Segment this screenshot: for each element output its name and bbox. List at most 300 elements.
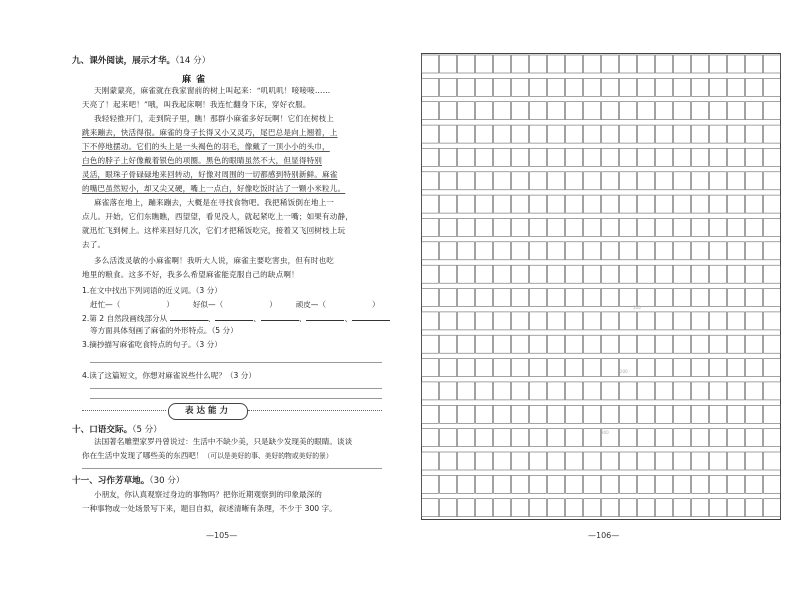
grid-cell[interactable] <box>764 289 781 307</box>
grid-cell[interactable] <box>602 405 619 423</box>
grid-cell[interactable] <box>476 172 493 190</box>
grid-cell[interactable] <box>674 475 691 493</box>
grid-cell[interactable] <box>674 172 691 190</box>
grid-cell[interactable] <box>692 55 709 73</box>
grid-cell[interactable] <box>764 219 781 237</box>
grid-cell[interactable] <box>494 102 511 120</box>
grid-cell[interactable] <box>458 148 475 166</box>
composition-grid[interactable] <box>421 53 781 520</box>
grid-cell[interactable] <box>620 172 637 190</box>
grid-cell[interactable] <box>530 429 547 447</box>
grid-cell[interactable] <box>692 382 709 400</box>
grid-cell[interactable] <box>602 475 619 493</box>
grid-cell[interactable] <box>548 55 565 73</box>
grid-cell[interactable] <box>458 452 475 470</box>
grid-cell[interactable] <box>620 499 637 517</box>
grid-cell[interactable] <box>494 499 511 517</box>
grid-cell[interactable] <box>674 125 691 143</box>
grid-cell[interactable] <box>440 102 457 120</box>
grid-cell[interactable] <box>440 289 457 307</box>
grid-cell[interactable] <box>512 78 529 96</box>
grid-cell[interactable] <box>422 405 439 423</box>
grid-cell[interactable] <box>584 242 601 260</box>
grid-cell[interactable] <box>548 172 565 190</box>
grid-cell[interactable] <box>638 289 655 307</box>
grid-cell[interactable] <box>548 78 565 96</box>
grid-cell[interactable] <box>512 382 529 400</box>
grid-cell[interactable] <box>458 475 475 493</box>
grid-cell[interactable] <box>656 125 673 143</box>
grid-cell[interactable] <box>476 102 493 120</box>
grid-cell[interactable] <box>476 78 493 96</box>
grid-cell[interactable] <box>440 382 457 400</box>
answer-blank[interactable] <box>261 312 299 321</box>
grid-cell[interactable] <box>710 429 727 447</box>
grid-cell[interactable] <box>602 452 619 470</box>
grid-cell[interactable] <box>638 125 655 143</box>
grid-cell[interactable] <box>548 452 565 470</box>
grid-cell[interactable] <box>656 382 673 400</box>
answer-line[interactable] <box>90 388 382 389</box>
grid-cell[interactable] <box>584 148 601 166</box>
grid-cell[interactable] <box>746 195 763 213</box>
grid-cell[interactable] <box>638 312 655 330</box>
grid-cell[interactable] <box>422 289 439 307</box>
grid-cell[interactable] <box>422 55 439 73</box>
grid-cell[interactable] <box>746 405 763 423</box>
grid-cell[interactable] <box>674 452 691 470</box>
grid-cell[interactable] <box>728 335 745 353</box>
grid-cell[interactable] <box>548 148 565 166</box>
grid-cell[interactable] <box>458 499 475 517</box>
grid-cell[interactable] <box>422 499 439 517</box>
grid-cell[interactable] <box>710 335 727 353</box>
grid-cell[interactable] <box>728 195 745 213</box>
grid-cell[interactable] <box>458 335 475 353</box>
grid-cell[interactable] <box>746 172 763 190</box>
grid-cell[interactable] <box>746 475 763 493</box>
grid-cell[interactable] <box>638 382 655 400</box>
grid-cell[interactable] <box>728 265 745 283</box>
grid-cell[interactable] <box>764 429 781 447</box>
grid-cell[interactable] <box>494 219 511 237</box>
grid-cell[interactable] <box>692 125 709 143</box>
grid-cell[interactable] <box>440 335 457 353</box>
grid-cell[interactable] <box>494 55 511 73</box>
grid-cell[interactable] <box>602 172 619 190</box>
grid-cell[interactable] <box>746 78 763 96</box>
grid-cell[interactable] <box>512 452 529 470</box>
grid-cell[interactable] <box>674 219 691 237</box>
grid-cell[interactable] <box>422 172 439 190</box>
grid-cell[interactable] <box>692 359 709 377</box>
grid-cell[interactable] <box>602 219 619 237</box>
grid-cell[interactable] <box>458 102 475 120</box>
grid-cell[interactable] <box>476 265 493 283</box>
grid-cell[interactable] <box>728 219 745 237</box>
grid-cell[interactable] <box>458 55 475 73</box>
grid-cell[interactable] <box>440 452 457 470</box>
grid-cell[interactable] <box>530 55 547 73</box>
grid-cell[interactable] <box>566 219 583 237</box>
grid-cell[interactable] <box>656 452 673 470</box>
grid-cell[interactable] <box>566 148 583 166</box>
grid-cell[interactable] <box>656 102 673 120</box>
grid-cell[interactable] <box>620 219 637 237</box>
grid-cell[interactable] <box>548 219 565 237</box>
grid-cell[interactable] <box>692 312 709 330</box>
grid-cell[interactable] <box>530 195 547 213</box>
grid-cell[interactable] <box>728 312 745 330</box>
grid-cell[interactable] <box>512 148 529 166</box>
grid-cell[interactable] <box>728 405 745 423</box>
grid-cell[interactable] <box>620 55 637 73</box>
grid-cell[interactable] <box>620 475 637 493</box>
grid-cell[interactable] <box>746 148 763 166</box>
grid-cell[interactable] <box>602 195 619 213</box>
grid-cell[interactable] <box>422 78 439 96</box>
grid-cell[interactable] <box>746 382 763 400</box>
grid-cell[interactable] <box>548 359 565 377</box>
grid-cell[interactable] <box>512 475 529 493</box>
grid-cell[interactable] <box>728 242 745 260</box>
grid-cell[interactable] <box>602 335 619 353</box>
grid-cell[interactable] <box>656 499 673 517</box>
grid-cell[interactable] <box>674 195 691 213</box>
grid-cell[interactable] <box>548 195 565 213</box>
grid-cell[interactable] <box>638 405 655 423</box>
grid-cell[interactable] <box>602 359 619 377</box>
grid-cell[interactable] <box>584 335 601 353</box>
grid-cell[interactable] <box>566 312 583 330</box>
grid-cell[interactable] <box>494 289 511 307</box>
grid-cell[interactable] <box>620 195 637 213</box>
grid-cell[interactable] <box>548 499 565 517</box>
grid-cell[interactable] <box>728 289 745 307</box>
grid-cell[interactable] <box>674 289 691 307</box>
grid-cell[interactable] <box>728 78 745 96</box>
grid-cell[interactable] <box>548 242 565 260</box>
grid-cell[interactable] <box>674 55 691 73</box>
grid-cell[interactable] <box>458 429 475 447</box>
grid-cell[interactable] <box>440 499 457 517</box>
grid-cell[interactable] <box>710 219 727 237</box>
grid-cell[interactable] <box>638 195 655 213</box>
answer-line[interactable] <box>82 468 382 469</box>
grid-cell[interactable] <box>620 242 637 260</box>
grid-cell[interactable] <box>728 148 745 166</box>
grid-cell[interactable] <box>494 429 511 447</box>
grid-cell[interactable] <box>602 289 619 307</box>
grid-cell[interactable] <box>512 499 529 517</box>
grid-cell[interactable] <box>548 289 565 307</box>
grid-cell[interactable] <box>548 335 565 353</box>
grid-cell[interactable] <box>710 289 727 307</box>
grid-cell[interactable] <box>656 359 673 377</box>
grid-cell[interactable] <box>548 125 565 143</box>
grid-cell[interactable] <box>440 312 457 330</box>
grid-cell[interactable] <box>584 265 601 283</box>
grid-cell[interactable] <box>458 405 475 423</box>
grid-cell[interactable] <box>512 55 529 73</box>
answer-line[interactable] <box>90 362 382 363</box>
grid-cell[interactable] <box>746 499 763 517</box>
grid-cell[interactable] <box>476 405 493 423</box>
grid-cell[interactable] <box>710 148 727 166</box>
grid-cell[interactable] <box>458 125 475 143</box>
grid-cell[interactable] <box>440 195 457 213</box>
grid-cell[interactable] <box>764 359 781 377</box>
grid-cell[interactable] <box>728 172 745 190</box>
grid-cell[interactable] <box>692 499 709 517</box>
grid-cell[interactable] <box>476 475 493 493</box>
grid-cell[interactable] <box>494 452 511 470</box>
grid-cell[interactable] <box>566 405 583 423</box>
grid-cell[interactable] <box>710 452 727 470</box>
grid-cell[interactable] <box>422 312 439 330</box>
grid-cell[interactable] <box>494 359 511 377</box>
grid-cell[interactable] <box>512 312 529 330</box>
answer-line[interactable] <box>90 398 382 399</box>
grid-cell[interactable] <box>530 172 547 190</box>
grid-cell[interactable] <box>638 55 655 73</box>
grid-cell[interactable] <box>530 335 547 353</box>
grid-cell[interactable] <box>422 265 439 283</box>
grid-cell[interactable] <box>692 195 709 213</box>
grid-cell[interactable] <box>494 172 511 190</box>
grid-cell[interactable] <box>764 312 781 330</box>
grid-cell[interactable] <box>458 382 475 400</box>
grid-cell[interactable] <box>476 195 493 213</box>
grid-cell[interactable] <box>458 359 475 377</box>
grid-cell[interactable] <box>566 452 583 470</box>
grid-cell[interactable] <box>584 78 601 96</box>
grid-cell[interactable] <box>692 148 709 166</box>
grid-cell[interactable] <box>764 148 781 166</box>
grid-cell[interactable] <box>476 335 493 353</box>
grid-cell[interactable] <box>422 148 439 166</box>
grid-cell[interactable] <box>440 429 457 447</box>
grid-cell[interactable] <box>710 359 727 377</box>
grid-cell[interactable] <box>710 195 727 213</box>
grid-cell[interactable] <box>458 78 475 96</box>
grid-cell[interactable] <box>710 102 727 120</box>
grid-cell[interactable] <box>422 429 439 447</box>
grid-cell[interactable] <box>566 359 583 377</box>
grid-cell[interactable] <box>548 312 565 330</box>
grid-cell[interactable] <box>710 312 727 330</box>
grid-cell[interactable] <box>530 289 547 307</box>
grid-cell[interactable] <box>656 195 673 213</box>
grid-cell[interactable] <box>584 475 601 493</box>
grid-cell[interactable] <box>656 289 673 307</box>
grid-cell[interactable] <box>584 359 601 377</box>
grid-cell[interactable] <box>638 335 655 353</box>
grid-cell[interactable] <box>710 475 727 493</box>
grid-cell[interactable] <box>764 55 781 73</box>
grid-cell[interactable] <box>530 219 547 237</box>
grid-cell[interactable] <box>764 172 781 190</box>
grid-cell[interactable] <box>512 102 529 120</box>
grid-cell[interactable] <box>710 382 727 400</box>
grid-cell[interactable] <box>476 55 493 73</box>
grid-cell[interactable] <box>530 382 547 400</box>
grid-cell[interactable] <box>620 289 637 307</box>
grid-cell[interactable] <box>728 382 745 400</box>
grid-cell[interactable] <box>746 429 763 447</box>
grid-cell[interactable] <box>422 335 439 353</box>
grid-cell[interactable] <box>638 172 655 190</box>
grid-cell[interactable] <box>656 242 673 260</box>
grid-cell[interactable] <box>422 195 439 213</box>
grid-cell[interactable] <box>620 429 637 447</box>
grid-cell[interactable] <box>638 429 655 447</box>
answer-blank[interactable] <box>306 312 344 321</box>
grid-cell[interactable] <box>440 359 457 377</box>
grid-cell[interactable] <box>602 242 619 260</box>
grid-cell[interactable] <box>512 195 529 213</box>
grid-cell[interactable] <box>638 148 655 166</box>
grid-cell[interactable] <box>566 125 583 143</box>
grid-cell[interactable] <box>476 289 493 307</box>
grid-cell[interactable] <box>458 195 475 213</box>
grid-cell[interactable] <box>728 475 745 493</box>
grid-cell[interactable] <box>710 55 727 73</box>
grid-cell[interactable] <box>746 102 763 120</box>
grid-cell[interactable] <box>566 265 583 283</box>
grid-cell[interactable] <box>530 265 547 283</box>
grid-cell[interactable] <box>458 265 475 283</box>
grid-cell[interactable] <box>638 242 655 260</box>
grid-cell[interactable] <box>746 125 763 143</box>
grid-cell[interactable] <box>692 335 709 353</box>
grid-cell[interactable] <box>422 359 439 377</box>
grid-cell[interactable] <box>440 172 457 190</box>
grid-cell[interactable] <box>656 172 673 190</box>
grid-cell[interactable] <box>692 452 709 470</box>
grid-cell[interactable] <box>422 102 439 120</box>
grid-cell[interactable] <box>674 312 691 330</box>
grid-cell[interactable] <box>440 242 457 260</box>
answer-blank[interactable] <box>215 312 253 321</box>
grid-cell[interactable] <box>602 312 619 330</box>
grid-cell[interactable] <box>494 312 511 330</box>
grid-cell[interactable] <box>656 148 673 166</box>
grid-cell[interactable] <box>494 382 511 400</box>
grid-cell[interactable] <box>656 429 673 447</box>
grid-cell[interactable] <box>728 55 745 73</box>
grid-cell[interactable] <box>422 452 439 470</box>
grid-cell[interactable] <box>692 475 709 493</box>
answer-blank[interactable] <box>352 312 390 321</box>
grid-cell[interactable] <box>476 312 493 330</box>
grid-cell[interactable] <box>674 499 691 517</box>
grid-cell[interactable] <box>530 312 547 330</box>
grid-cell[interactable] <box>674 335 691 353</box>
grid-cell[interactable] <box>638 265 655 283</box>
grid-cell[interactable] <box>620 452 637 470</box>
grid-cell[interactable] <box>746 452 763 470</box>
grid-cell[interactable] <box>764 265 781 283</box>
grid-cell[interactable] <box>764 335 781 353</box>
grid-cell[interactable] <box>530 475 547 493</box>
grid-cell[interactable] <box>548 429 565 447</box>
grid-cell[interactable] <box>584 172 601 190</box>
grid-cell[interactable] <box>530 148 547 166</box>
grid-cell[interactable] <box>566 78 583 96</box>
grid-cell[interactable] <box>422 242 439 260</box>
grid-cell[interactable] <box>638 475 655 493</box>
grid-cell[interactable] <box>566 499 583 517</box>
grid-cell[interactable] <box>656 335 673 353</box>
grid-cell[interactable] <box>440 78 457 96</box>
grid-cell[interactable] <box>692 289 709 307</box>
grid-cell[interactable] <box>638 359 655 377</box>
grid-cell[interactable] <box>656 475 673 493</box>
grid-cell[interactable] <box>458 289 475 307</box>
grid-cell[interactable] <box>548 265 565 283</box>
grid-cell[interactable] <box>476 242 493 260</box>
grid-cell[interactable] <box>602 265 619 283</box>
grid-cell[interactable] <box>746 312 763 330</box>
grid-cell[interactable] <box>494 78 511 96</box>
grid-cell[interactable] <box>638 452 655 470</box>
grid-cell[interactable] <box>494 335 511 353</box>
grid-cell[interactable] <box>548 475 565 493</box>
grid-cell[interactable] <box>674 78 691 96</box>
grid-cell[interactable] <box>764 78 781 96</box>
grid-cell[interactable] <box>674 405 691 423</box>
grid-cell[interactable] <box>674 382 691 400</box>
grid-cell[interactable] <box>440 219 457 237</box>
grid-cell[interactable] <box>602 78 619 96</box>
grid-cell[interactable] <box>764 382 781 400</box>
grid-cell[interactable] <box>674 102 691 120</box>
grid-cell[interactable] <box>602 55 619 73</box>
grid-cell[interactable] <box>440 265 457 283</box>
grid-cell[interactable] <box>476 499 493 517</box>
grid-cell[interactable] <box>692 78 709 96</box>
grid-cell[interactable] <box>656 219 673 237</box>
grid-cell[interactable] <box>728 499 745 517</box>
grid-cell[interactable] <box>512 289 529 307</box>
grid-cell[interactable] <box>566 335 583 353</box>
grid-cell[interactable] <box>530 78 547 96</box>
grid-cell[interactable] <box>620 148 637 166</box>
grid-cell[interactable] <box>728 452 745 470</box>
grid-cell[interactable] <box>638 78 655 96</box>
grid-cell[interactable] <box>674 242 691 260</box>
grid-cell[interactable] <box>764 242 781 260</box>
grid-cell[interactable] <box>566 382 583 400</box>
grid-cell[interactable] <box>692 172 709 190</box>
grid-cell[interactable] <box>584 452 601 470</box>
grid-cell[interactable] <box>746 289 763 307</box>
grid-cell[interactable] <box>566 195 583 213</box>
grid-cell[interactable] <box>512 265 529 283</box>
grid-cell[interactable] <box>584 219 601 237</box>
grid-cell[interactable] <box>440 405 457 423</box>
grid-cell[interactable] <box>422 475 439 493</box>
grid-cell[interactable] <box>764 499 781 517</box>
grid-cell[interactable] <box>584 289 601 307</box>
grid-cell[interactable] <box>710 265 727 283</box>
grid-cell[interactable] <box>584 125 601 143</box>
grid-cell[interactable] <box>764 405 781 423</box>
grid-cell[interactable] <box>638 219 655 237</box>
grid-cell[interactable] <box>422 382 439 400</box>
grid-cell[interactable] <box>620 78 637 96</box>
